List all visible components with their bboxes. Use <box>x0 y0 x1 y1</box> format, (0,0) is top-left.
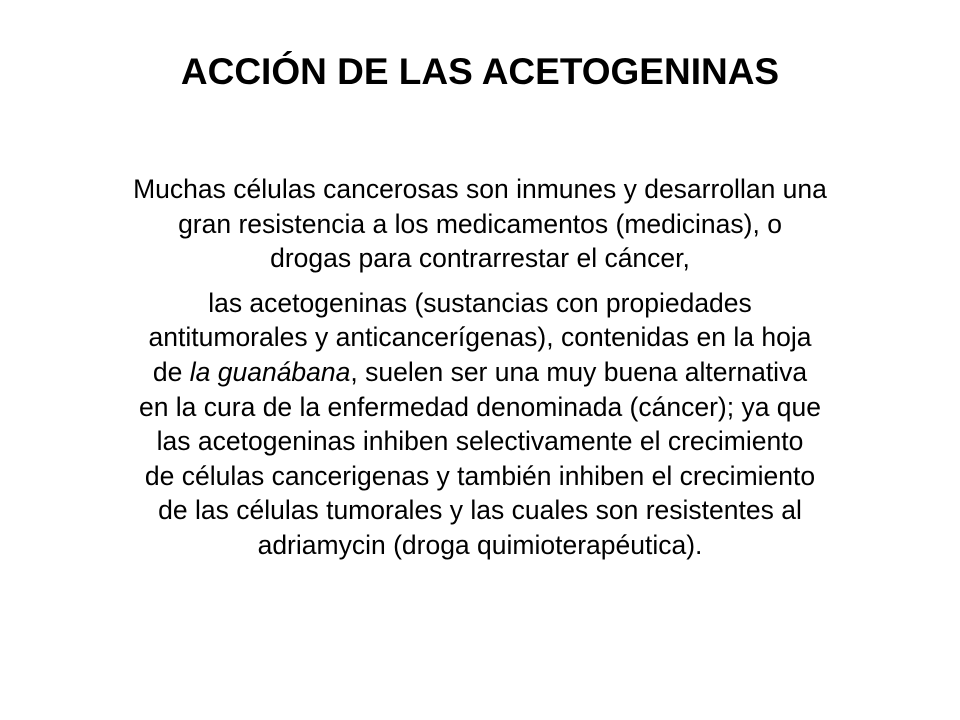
slide-body <box>40 172 920 563</box>
paragraph-line: adriamycin (droga quimioterapéutica). <box>257 529 703 560</box>
paragraph-line: Muchas células cancerosas son inmunes y desarrollan una <box>133 174 827 204</box>
line-suffix: , suelen ser una muy buena alternativa <box>350 356 808 387</box>
paragraph-line: de células cancerigenas y también inhiben el crecimiento <box>144 460 816 491</box>
paragraph-line: gran resistencia a los medicamentos (medicinas), o <box>178 208 782 239</box>
line-prefix: de <box>152 356 190 387</box>
paragraph-line: en la cura de la enfermedad denominada (cáncer); ya que <box>138 391 822 422</box>
slide-title: ACCIÓN DE LAS ACETOGENINAS <box>180 51 780 92</box>
paragraph-2 <box>40 286 920 563</box>
paragraph-line: las acetogeninas inhiben selectivamente el crecimiento <box>156 426 804 457</box>
paragraph-line: de las células tumorales y las cuales son resistentes al <box>158 495 802 526</box>
paragraph-1 <box>40 172 920 276</box>
paragraph-line: las acetogeninas (sustancias con propiedades <box>208 287 752 318</box>
paragraph-line-mixed <box>40 355 920 390</box>
paragraph-line: antitumorales y anticancerígenas), contenidas en la hoja <box>148 322 812 353</box>
italic-term: la guanábana <box>189 356 351 387</box>
paragraph-line: drogas para contrarrestar el cáncer, <box>270 243 690 274</box>
